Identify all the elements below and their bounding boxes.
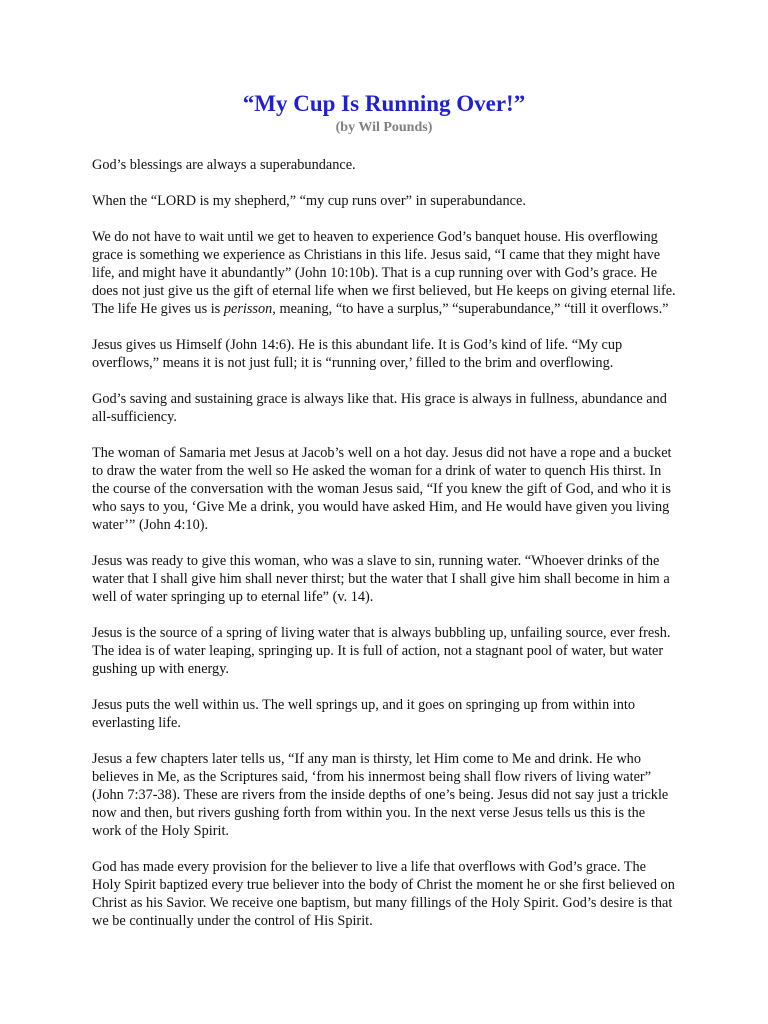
- paragraph: God has made every provision for the believer to live a life that overflows with God’s grace. The Holy Spirit baptized every true believer into the body of Christ the moment he or she first believed on Christ as his Savior. We receive one baptism, but many fillings of the Holy Spirit. God’s desire is that we be continually under the control of His Spirit.: [92, 859, 675, 929]
- paragraph: Jesus is the source of a spring of living water that is always bubbling up, unfailing source, ever fresh. The idea is of water leaping, springing up. It is full of action, not a stagnant pool of water, but water gushing up with energy.: [92, 625, 671, 677]
- document-body: [92, 156, 676, 930]
- paragraph: God’s blessings are always a superabundance.: [92, 157, 356, 173]
- document-byline: (by Wil Pounds): [335, 120, 433, 135]
- paragraph: Jesus gives us Himself (John 14:6). He is this abundant life. It is God’s kind of life. “My cup overflows,” means it is not just full; it is “running over,’ filled to the brim and overflowing.: [92, 337, 623, 371]
- paragraph: [92, 228, 676, 318]
- paragraph: God’s saving and sustaining grace is always like that. His grace is always in fullness, abundance and all-sufficiency.: [92, 391, 667, 425]
- paragraph: The woman of Samaria met Jesus at Jacob’s well on a hot day. Jesus did not have a rope and a bucket to draw the water from the well so He asked the woman for a drink of water to quench His thirst. In the course of the conversation with the woman Jesus said, “If you knew the gift of God, and who it is who says to you, ‘Give Me a drink, you would have asked Him, and He would have given you living water’” (John 4:10).: [92, 445, 672, 533]
- paragraph: Jesus was ready to give this woman, who was a slave to sin, running water. “Whoever drinks of the water that I shall give him shall never thirst; but the water that I shall give him shall become in him a well of water springing up to eternal life” (v. 14).: [92, 553, 670, 605]
- paragraph: Jesus puts the well within us. The well springs up, and it goes on springing up from within into everlasting life.: [92, 697, 635, 731]
- document-page: [92, 90, 676, 948]
- paragraph: Jesus a few chapters later tells us, “If any man is thirsty, let Him come to Me and drink. He who believes in Me, as the Scriptures said, ‘from his innermost being shall flow rivers of living water” (John 7:37-38). These are rivers from the inside depths of one’s being. Jesus did not say just a trickle now and then, but rivers gushing forth from within you. In the next verse Jesus tells us this is the work of the Holy Spirit.: [92, 751, 669, 839]
- paragraph-text: We do not have to wait until we get to heaven to experience God’s banquet house. His overflowing grace is something we experience as Christians in this life. Jesus said, “I came that they might have life, and might have it abundantly” (John 10:10b). That is a cup running over with God’s grace. He does not just give us the gift of eternal life when we first believed, but He keeps on giving eternal life. The life He gives us is: [92, 229, 676, 317]
- document-title: “My Cup Is Running Over!”: [242, 91, 526, 116]
- paragraph: When the “LORD is my shepherd,” “my cup runs over” in superabundance.: [92, 193, 526, 209]
- paragraph-text: , meaning, “to have a surplus,” “superabundance,” “till it overflows.”: [272, 301, 669, 317]
- emphasized-word: perisson: [223, 301, 273, 317]
